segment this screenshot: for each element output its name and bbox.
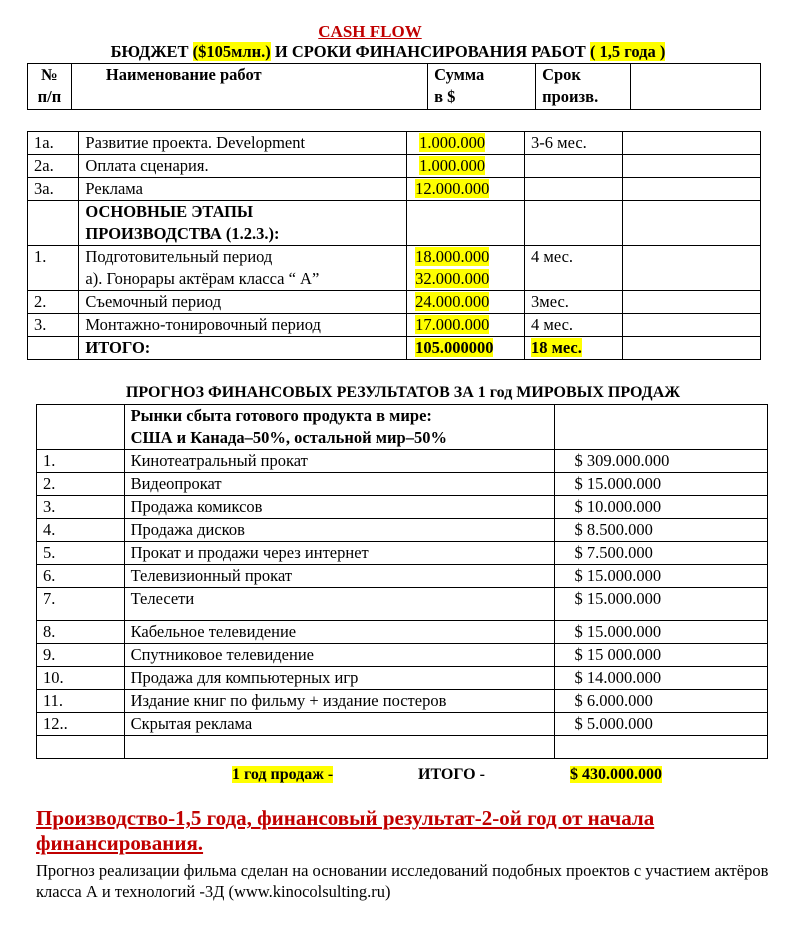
row-value: $ 5.000.000 [554,713,767,736]
header-num: № п/п [28,64,72,110]
row-name: Кабельное телевидение [124,621,554,644]
table-row: 2а. Оплата сценария. 1.000.000 [28,155,761,178]
row-value: $ 8.500.000 [554,519,767,542]
row-number: 9. [37,644,125,667]
row-number: 5. [37,542,125,565]
row-value: $ 14.000.000 [554,667,767,690]
row-number: 4. [37,519,125,542]
row-number: 7. [37,588,125,621]
budget-subtitle [0,42,776,62]
row-name: Скрытая реклама [124,713,554,736]
row-name: Спутниковое телевидение [124,644,554,667]
subtitle-part2: И СРОКИ ФИНАНСИРОВАНИЯ РАБОТ [270,42,590,61]
subtitle-budget: ($105млн.) [192,42,271,61]
row-value: $ 15.000.000 [554,588,767,621]
row-number: 12.. [37,713,125,736]
row-value: $ 15.000.000 [554,565,767,588]
row-number: 8. [37,621,125,644]
row-number: 1. [37,450,125,473]
table-row [37,473,768,496]
table-row [37,450,768,473]
table-row [37,565,768,588]
row-number: 11. [37,690,125,713]
table-row: 1. Подготовительный период а). Гонорары актёрам класса “ А” 18.000.000 32.000.000 4 мес. [28,246,761,291]
forecast-total-value: $ 430.000.000 [570,766,662,783]
row-value: $ 15.000.000 [554,473,767,496]
row-value: $ 309.000.000 [554,450,767,473]
forecast-table [36,404,768,759]
row-value: $ 15 000.000 [554,644,767,667]
table-row: 2. Съемочный период 24.000.000 3мес. [28,291,761,314]
table-row [37,542,768,565]
header-empty [631,64,761,110]
forecast-title: ПРОГНОЗ ФИНАНСОВЫХ РЕЗУЛЬТАТОВ ЗА 1 год МИРОВЫХ ПРОДАЖ [125,384,681,401]
table-row [37,588,768,621]
row-name: Кинотеатральный прокат [124,450,554,473]
row-value: $ 10.000.000 [554,496,767,519]
header-name: Наименование работ [71,64,427,110]
header-sum: Сумма в $ [428,64,536,110]
table-row [37,496,768,519]
row-value: $ 6.000.000 [554,690,767,713]
table-row: 3а. Реклама 12.000.000 [28,178,761,201]
table-row [37,667,768,690]
total-row: ИТОГО: 105.000000 18 мес. [28,337,761,360]
table-row [37,621,768,644]
conclusion-heading: Производство-1,5 года, финансовый результат-2-ой год от начала финансирования. [36,806,655,855]
header-term: Срок произв. [536,64,631,110]
budget-table [27,131,761,360]
row-name: Издание книг по фильму + издание постеров [124,690,554,713]
forecast-header: Рынки сбыта готового продукта в мире: США и Канада–50%, остальной мир–50% [124,405,554,450]
row-number: 2. [37,473,125,496]
row-number: 3. [37,496,125,519]
stages-heading: ОСНОВНЫЕ ЭТАПЫ ПРОИЗВОДСТВА (1.2.3.): [79,201,407,246]
row-name: Продажа для компьютерных игр [124,667,554,690]
row-name: Телесети [124,588,554,621]
forecast-year: 1 год продаж - [232,766,334,783]
table-row [37,519,768,542]
row-name: Продажа дисков [124,519,554,542]
row-name: Видеопрокат [124,473,554,496]
table-row: 1а. Развитие проекта. Development 1.000.000 3-6 мес. [28,132,761,155]
table-row [37,713,768,736]
row-name: Продажа комиксов [124,496,554,519]
table-row [37,690,768,713]
budget-header-table [27,63,761,110]
row-name: Прокат и продажи через интернет [124,542,554,565]
row-number: 6. [37,565,125,588]
subtitle-part1: БЮДЖЕТ [110,42,193,61]
table-row: 3. Монтажно-тонировочный период 17.000.000 4 мес. [28,314,761,337]
forecast-total-label: ИТОГО - [418,766,485,783]
subtitle-term: ( 1,5 года ) [589,42,666,61]
row-value: $ 15.000.000 [554,621,767,644]
forecast-note: Прогноз реализации фильма сделан на основании исследований подобных проектов с участием актёров класса А и технологий -3Д (www.kinocolsulting.ru) [36,861,769,901]
table-row [28,201,761,246]
row-number: 10. [37,667,125,690]
page-title: CASH FLOW [318,22,422,41]
row-name: Телевизионный прокат [124,565,554,588]
row-value: $ 7.500.000 [554,542,767,565]
table-row [37,644,768,667]
